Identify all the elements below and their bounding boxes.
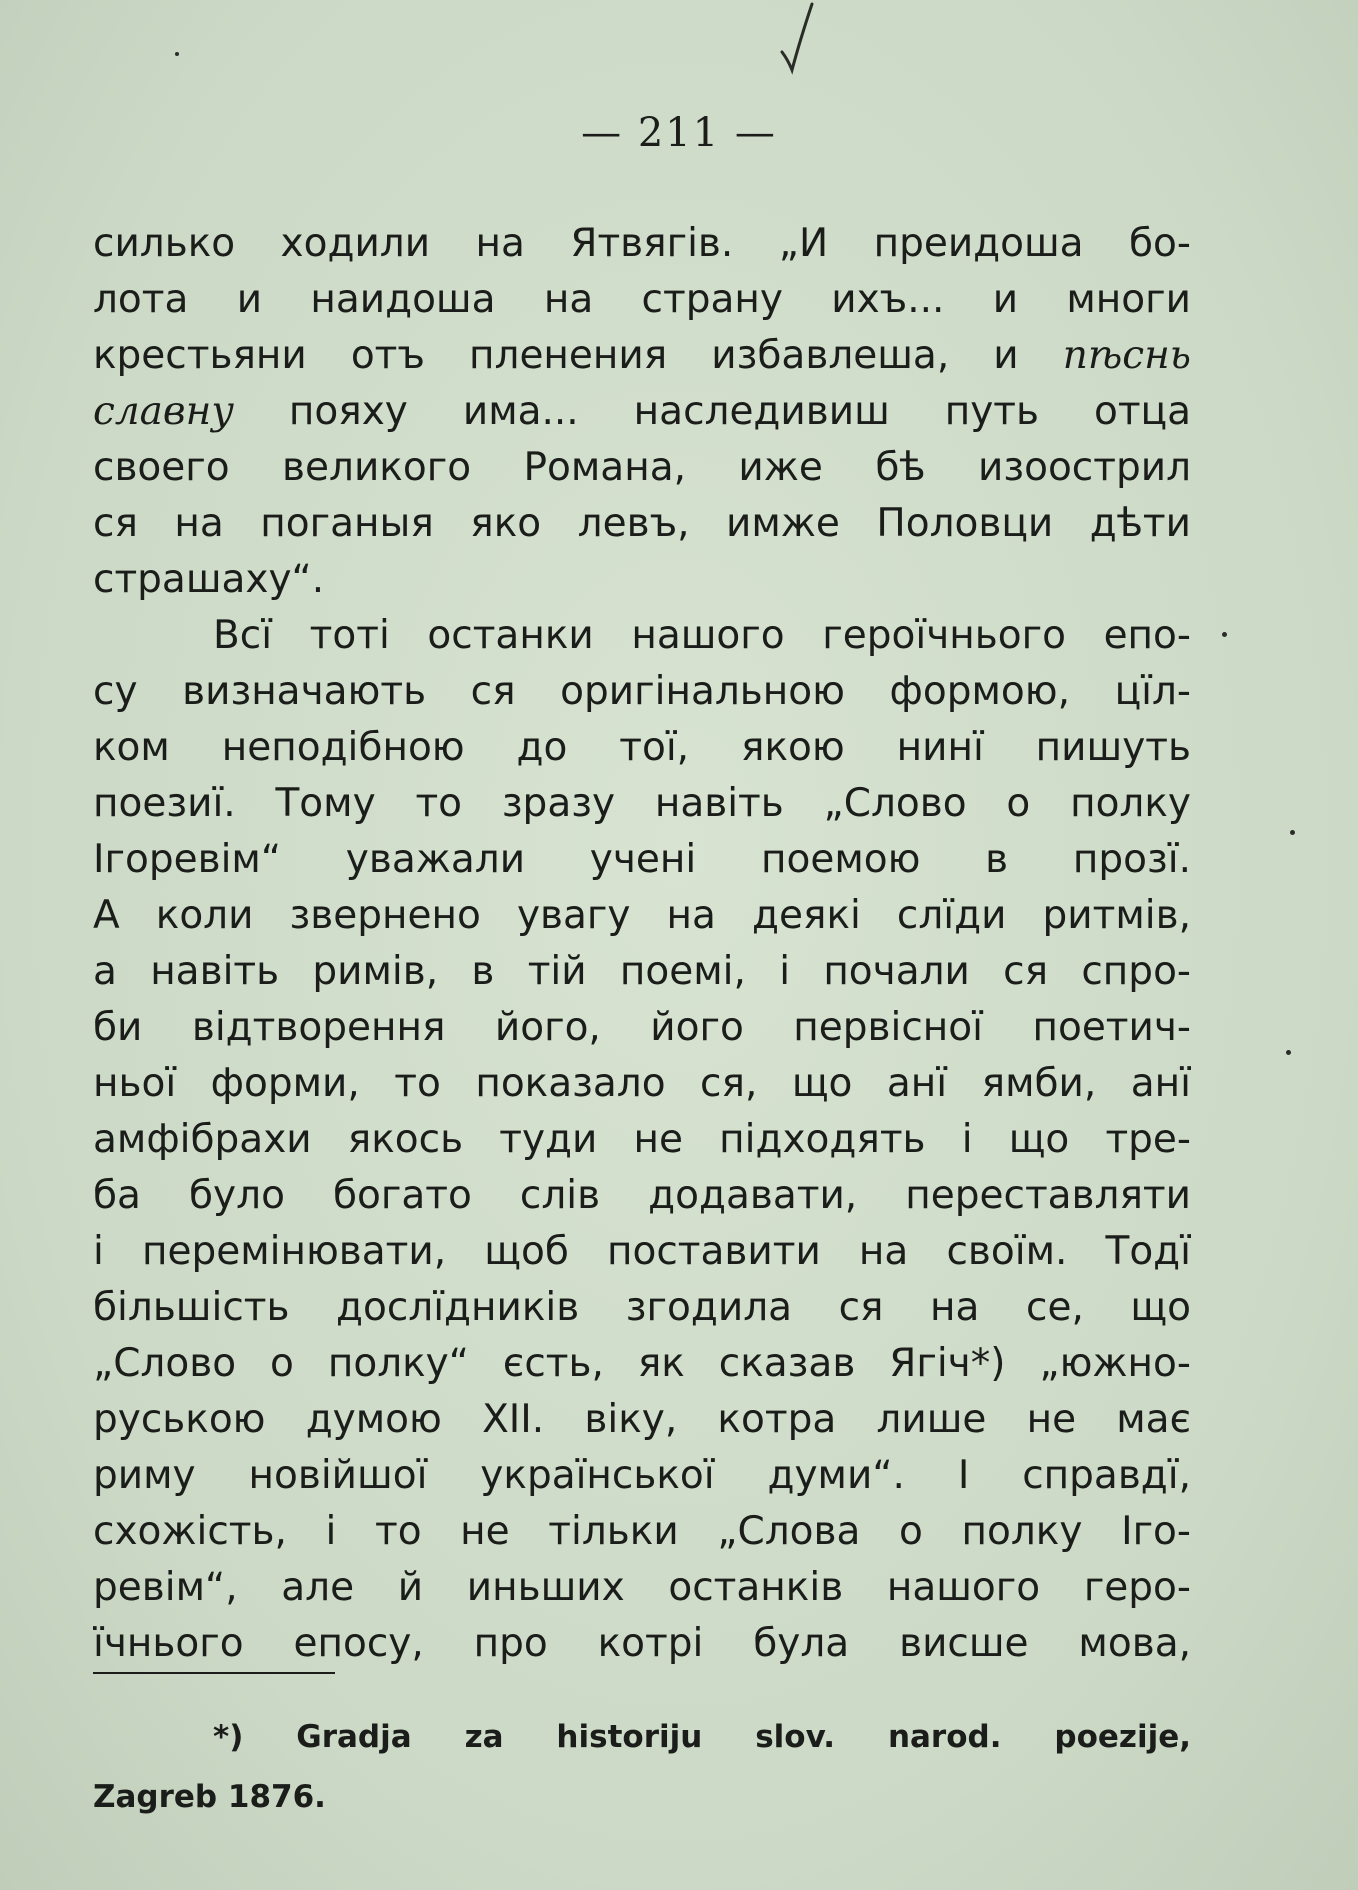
footnote-divider — [93, 1672, 335, 1674]
italic-text: славну — [93, 389, 234, 434]
text-line: їчнього епосу, про котрі була висше мова, — [93, 1621, 1191, 1666]
footnote — [93, 1707, 1191, 1827]
text-line: „Слово о полку“ єсть, як сказав Ягіч*) „южно- — [93, 1341, 1191, 1386]
text-line: Ігоревім“ уважали учені поемою в прозї. — [93, 837, 1191, 882]
text-line — [93, 384, 1191, 440]
footnote-line: Zagreb 1876. — [93, 1779, 326, 1815]
print-speck — [175, 52, 179, 56]
print-speck — [1290, 830, 1295, 835]
text-line: ся на поганыя яко левъ, имже Половци дѣти — [93, 501, 1191, 546]
text-line: а навіть римів, в тій поемі, і почали ся спро- — [93, 949, 1191, 994]
text-line: руською думою XII. віку, котра лише не має — [93, 1397, 1191, 1442]
text-line: риму новійшої української думи“. І справдї, — [93, 1453, 1191, 1498]
italic-text: пѣснь — [1062, 333, 1191, 378]
handwritten-check-mark — [778, 0, 818, 80]
text-line: ком неподібною до тої, якою нинї пишуть — [93, 725, 1191, 770]
text-line: і перемінювати, щоб поставити на своїм. Тодї — [93, 1229, 1191, 1274]
text-line: більшість дослїдників згодила ся на се, що — [93, 1285, 1191, 1330]
print-speck — [1286, 1050, 1291, 1055]
text-segment: крестьяни отъ пленения избавлеша, и — [93, 333, 1063, 378]
text-line: А коли звернено увагу на деякі слїди ритмів, — [93, 893, 1191, 938]
text-line: ревім“, але й иньших останків нашого геро- — [93, 1565, 1191, 1610]
text-segment: пояху има... наследивиш путь отца — [233, 389, 1191, 434]
footnote-line: *) Gradja za historiju slov. narod. poezije, — [213, 1719, 1191, 1755]
text-line: амфібрахи якось туди не підходять і що тре- — [93, 1117, 1191, 1162]
text-line — [93, 328, 1191, 384]
page-number: — 211 — — [581, 110, 777, 156]
text-line: своего великого Романа, иже бѣ изоострил — [93, 445, 1191, 490]
text-line: ба було богато слів додавати, переставляти — [93, 1173, 1191, 1218]
text-line: силько ходили на Ятвягів. „И преидоша бо- — [93, 221, 1191, 266]
print-speck — [1222, 632, 1227, 637]
text-line: страшаху“. — [93, 557, 325, 602]
text-line: схожість, і то не тільки „Слова о полку Іго- — [93, 1509, 1191, 1554]
body-text — [93, 216, 1191, 1672]
text-line: лота и наидоша на страну ихъ... и многи — [93, 277, 1191, 322]
text-line: поезиї. Тому то зразу навіть „Слово о полку — [93, 781, 1191, 826]
text-line: су визначають ся оригінальною формою, цїл- — [93, 669, 1191, 714]
text-line: ньої форми, то показало ся, що анї ямби, анї — [93, 1061, 1191, 1106]
text-line: би відтворення його, його первісної поетич- — [93, 1005, 1191, 1050]
paragraph-first-line: Всї тоті останки нашого героїчнього епо- — [213, 613, 1191, 658]
